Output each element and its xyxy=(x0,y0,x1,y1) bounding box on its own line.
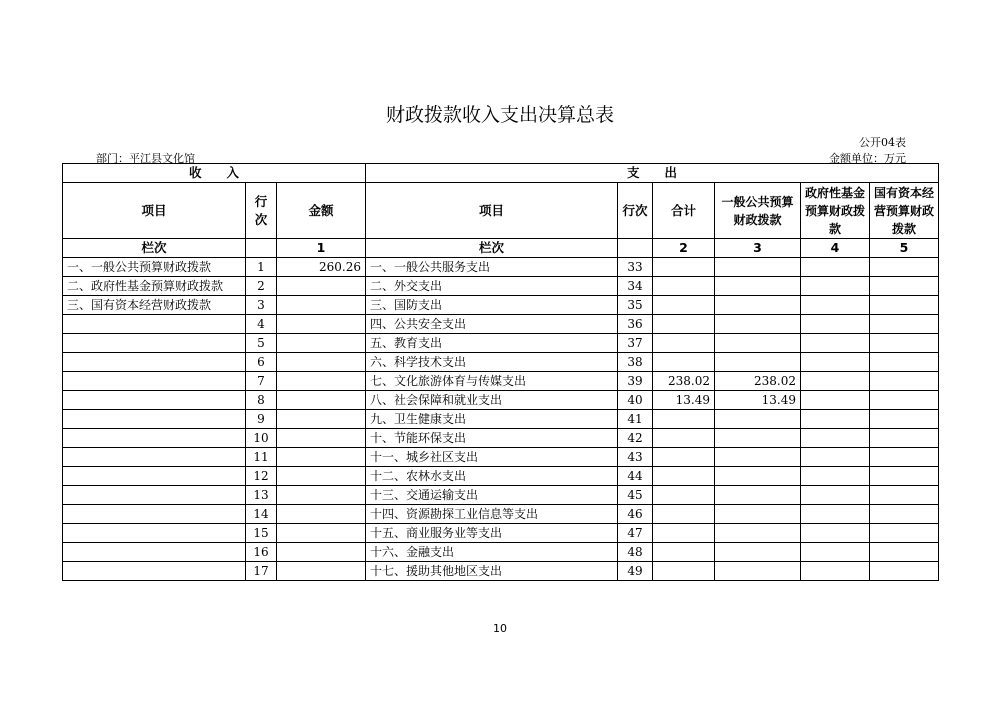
table-row xyxy=(63,467,939,486)
col-item-income: 项目 xyxy=(63,183,246,239)
state-capital-amount xyxy=(870,467,939,486)
income-item xyxy=(63,467,246,486)
expense-item: 十二、农林水支出 xyxy=(366,467,618,486)
gov-fund-amount xyxy=(801,562,870,581)
income-row-no: 5 xyxy=(246,334,277,353)
income-row-no: 15 xyxy=(246,524,277,543)
income-item xyxy=(63,448,246,467)
lanci-4: 4 xyxy=(801,239,870,258)
state-capital-amount xyxy=(870,543,939,562)
total-amount xyxy=(653,410,715,429)
table-row xyxy=(63,543,939,562)
expense-item: 十五、商业服务业等支出 xyxy=(366,524,618,543)
income-amount xyxy=(277,562,366,581)
expense-row-no: 44 xyxy=(618,467,653,486)
income-row-no: 3 xyxy=(246,296,277,315)
income-amount: 260.26 xyxy=(277,258,366,277)
expense-item: 五、教育支出 xyxy=(366,334,618,353)
general-budget-amount xyxy=(715,410,801,429)
expense-item: 八、社会保障和就业支出 xyxy=(366,391,618,410)
income-amount xyxy=(277,315,366,334)
income-item xyxy=(63,315,246,334)
col-total: 合计 xyxy=(653,183,715,239)
gov-fund-amount xyxy=(801,277,870,296)
total-amount xyxy=(653,315,715,334)
lanci-income: 栏次 xyxy=(63,239,246,258)
col-gov-fund: 政府性基金预算财政拨款 xyxy=(801,183,870,239)
state-capital-amount xyxy=(870,296,939,315)
income-row-no: 2 xyxy=(246,277,277,296)
general-budget-amount xyxy=(715,277,801,296)
lanci-5: 5 xyxy=(870,239,939,258)
income-item: 三、国有资本经营财政拨款 xyxy=(63,296,246,315)
table-row xyxy=(63,258,939,277)
total-amount xyxy=(653,353,715,372)
unit-label: 金额单位：万元 xyxy=(829,152,906,165)
expense-row-no: 33 xyxy=(618,258,653,277)
table-row xyxy=(63,448,939,467)
income-item: 一、一般公共预算财政拨款 xyxy=(63,258,246,277)
gov-fund-amount xyxy=(801,505,870,524)
table-row xyxy=(63,315,939,334)
income-row-no: 17 xyxy=(246,562,277,581)
expense-row-no: 39 xyxy=(618,372,653,391)
form-number: 公开04表 xyxy=(859,136,906,149)
income-row-no: 4 xyxy=(246,315,277,334)
income-amount xyxy=(277,410,366,429)
income-row-no: 12 xyxy=(246,467,277,486)
state-capital-amount xyxy=(870,505,939,524)
income-row-no: 10 xyxy=(246,429,277,448)
expense-row-no: 34 xyxy=(618,277,653,296)
income-row-no: 6 xyxy=(246,353,277,372)
general-budget-amount xyxy=(715,543,801,562)
lanci-blank xyxy=(246,239,277,258)
state-capital-amount xyxy=(870,486,939,505)
expense-item: 十四、资源勘探工业信息等支出 xyxy=(366,505,618,524)
expense-item: 三、国防支出 xyxy=(366,296,618,315)
lanci-expense: 栏次 xyxy=(366,239,618,258)
income-item xyxy=(63,353,246,372)
income-item xyxy=(63,410,246,429)
header-row-lanci xyxy=(63,239,939,258)
expense-row-no: 40 xyxy=(618,391,653,410)
table-row xyxy=(63,486,939,505)
lanci-3: 3 xyxy=(715,239,801,258)
gov-fund-amount xyxy=(801,334,870,353)
col-row-income: 行次 xyxy=(246,183,277,239)
expense-row-no: 36 xyxy=(618,315,653,334)
income-amount xyxy=(277,353,366,372)
total-amount xyxy=(653,277,715,296)
state-capital-amount xyxy=(870,258,939,277)
expense-item: 二、外交支出 xyxy=(366,277,618,296)
general-budget-amount xyxy=(715,353,801,372)
header-row-section xyxy=(63,164,939,183)
state-capital-amount xyxy=(870,410,939,429)
gov-fund-amount xyxy=(801,258,870,277)
expense-row-no: 48 xyxy=(618,543,653,562)
page-number: 10 xyxy=(493,622,507,635)
total-amount: 13.49 xyxy=(653,391,715,410)
table-row xyxy=(63,505,939,524)
gov-fund-amount xyxy=(801,543,870,562)
income-row-no: 7 xyxy=(246,372,277,391)
expense-row-no: 35 xyxy=(618,296,653,315)
expense-row-no: 38 xyxy=(618,353,653,372)
income-amount xyxy=(277,391,366,410)
income-amount xyxy=(277,372,366,391)
expense-row-no: 42 xyxy=(618,429,653,448)
gov-fund-amount xyxy=(801,429,870,448)
total-amount xyxy=(653,505,715,524)
state-capital-amount xyxy=(870,429,939,448)
income-row-no: 1 xyxy=(246,258,277,277)
gov-fund-amount xyxy=(801,391,870,410)
gov-fund-amount xyxy=(801,296,870,315)
general-budget-amount: 13.49 xyxy=(715,391,801,410)
income-item xyxy=(63,372,246,391)
income-item xyxy=(63,334,246,353)
budget-summary-table xyxy=(62,163,939,581)
income-row-no: 8 xyxy=(246,391,277,410)
expense-item: 十七、援助其他地区支出 xyxy=(366,562,618,581)
income-amount xyxy=(277,334,366,353)
table-body xyxy=(63,164,939,581)
income-item xyxy=(63,505,246,524)
col-amount: 金额 xyxy=(277,183,366,239)
table-row xyxy=(63,391,939,410)
income-item xyxy=(63,524,246,543)
state-capital-amount xyxy=(870,391,939,410)
expense-row-no: 41 xyxy=(618,410,653,429)
table-row xyxy=(63,410,939,429)
total-amount xyxy=(653,448,715,467)
income-row-no: 9 xyxy=(246,410,277,429)
state-capital-amount xyxy=(870,353,939,372)
expense-row-no: 37 xyxy=(618,334,653,353)
total-amount xyxy=(653,486,715,505)
state-capital-amount xyxy=(870,448,939,467)
expense-item: 六、科学技术支出 xyxy=(366,353,618,372)
expense-row-no: 46 xyxy=(618,505,653,524)
page-title: 财政拨款收入支出决算总表 xyxy=(385,104,614,126)
expense-item: 十一、城乡社区支出 xyxy=(366,448,618,467)
total-amount xyxy=(653,562,715,581)
col-row-expense: 行次 xyxy=(618,183,653,239)
general-budget-amount xyxy=(715,467,801,486)
general-budget-amount xyxy=(715,296,801,315)
gov-fund-amount xyxy=(801,448,870,467)
expense-item: 一、一般公共服务支出 xyxy=(366,258,618,277)
income-item xyxy=(63,562,246,581)
gov-fund-amount xyxy=(801,353,870,372)
col-general-budget: 一般公共预算财政拨款 xyxy=(715,183,801,239)
lanci-1: 1 xyxy=(277,239,366,258)
state-capital-amount xyxy=(870,372,939,391)
income-amount xyxy=(277,448,366,467)
table-row xyxy=(63,296,939,315)
expense-item: 十、节能环保支出 xyxy=(366,429,618,448)
income-row-no: 13 xyxy=(246,486,277,505)
income-amount xyxy=(277,277,366,296)
table-row xyxy=(63,277,939,296)
income-item xyxy=(63,543,246,562)
header-row-columns xyxy=(63,183,939,239)
state-capital-amount xyxy=(870,334,939,353)
income-item: 二、政府性基金预算财政拨款 xyxy=(63,277,246,296)
income-amount xyxy=(277,486,366,505)
gov-fund-amount xyxy=(801,467,870,486)
general-budget-amount xyxy=(715,562,801,581)
table-row xyxy=(63,562,939,581)
income-item xyxy=(63,391,246,410)
income-amount xyxy=(277,543,366,562)
income-row-no: 11 xyxy=(246,448,277,467)
total-amount xyxy=(653,524,715,543)
department-label: 部门：平江县文化馆 xyxy=(96,152,195,165)
general-budget-amount xyxy=(715,486,801,505)
gov-fund-amount xyxy=(801,315,870,334)
general-budget-amount xyxy=(715,448,801,467)
expense-item: 九、卫生健康支出 xyxy=(366,410,618,429)
expense-row-no: 45 xyxy=(618,486,653,505)
total-amount xyxy=(653,258,715,277)
income-row-no: 14 xyxy=(246,505,277,524)
lanci-2: 2 xyxy=(653,239,715,258)
general-budget-amount xyxy=(715,505,801,524)
state-capital-amount xyxy=(870,315,939,334)
table-row xyxy=(63,524,939,543)
table-row xyxy=(63,334,939,353)
table-row xyxy=(63,353,939,372)
state-capital-amount xyxy=(870,524,939,543)
general-budget-amount xyxy=(715,524,801,543)
state-capital-amount xyxy=(870,277,939,296)
general-budget-amount xyxy=(715,315,801,334)
expense-row-no: 49 xyxy=(618,562,653,581)
general-budget-amount xyxy=(715,429,801,448)
expense-header: 支 出 xyxy=(366,164,939,183)
income-row-no: 16 xyxy=(246,543,277,562)
gov-fund-amount xyxy=(801,486,870,505)
col-item-expense: 项目 xyxy=(366,183,618,239)
expense-item: 四、公共安全支出 xyxy=(366,315,618,334)
expense-row-no: 43 xyxy=(618,448,653,467)
gov-fund-amount xyxy=(801,372,870,391)
gov-fund-amount xyxy=(801,524,870,543)
table-row xyxy=(63,429,939,448)
total-amount xyxy=(653,467,715,486)
expense-row-no: 47 xyxy=(618,524,653,543)
income-item xyxy=(63,429,246,448)
income-amount xyxy=(277,524,366,543)
total-amount: 238.02 xyxy=(653,372,715,391)
state-capital-amount xyxy=(870,562,939,581)
gov-fund-amount xyxy=(801,410,870,429)
income-amount xyxy=(277,467,366,486)
general-budget-amount xyxy=(715,258,801,277)
lanci-blank xyxy=(618,239,653,258)
total-amount xyxy=(653,296,715,315)
income-amount xyxy=(277,296,366,315)
col-state-capital: 国有资本经营预算财政拨款 xyxy=(870,183,939,239)
income-item xyxy=(63,486,246,505)
expense-item: 七、文化旅游体育与传媒支出 xyxy=(366,372,618,391)
table-row xyxy=(63,372,939,391)
total-amount xyxy=(653,429,715,448)
expense-item: 十六、金融支出 xyxy=(366,543,618,562)
income-amount xyxy=(277,505,366,524)
income-header: 收 入 xyxy=(63,164,366,183)
total-amount xyxy=(653,543,715,562)
general-budget-amount: 238.02 xyxy=(715,372,801,391)
income-amount xyxy=(277,429,366,448)
general-budget-amount xyxy=(715,334,801,353)
expense-item: 十三、交通运输支出 xyxy=(366,486,618,505)
total-amount xyxy=(653,334,715,353)
